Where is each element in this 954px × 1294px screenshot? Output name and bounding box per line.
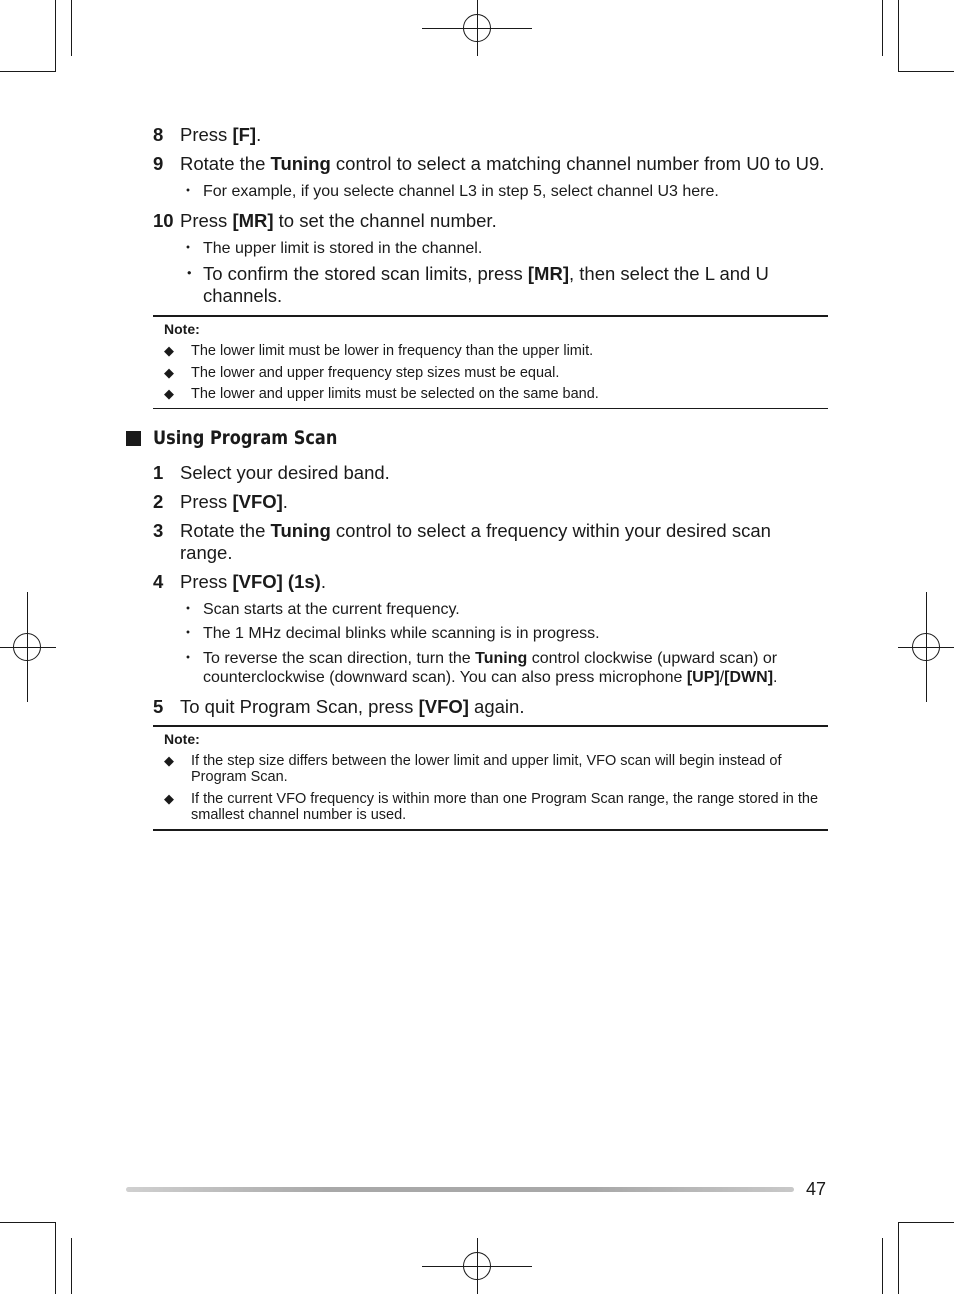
crop-mark-bottom-left-v2 bbox=[71, 1238, 72, 1294]
bullet-text: Scan starts at the current frequency. bbox=[203, 600, 460, 618]
key-label: [VFO] bbox=[232, 490, 283, 512]
key-label: [MR] bbox=[527, 263, 569, 284]
crop-mark-top-left-v2 bbox=[55, 0, 56, 72]
note-item bbox=[153, 386, 828, 403]
note-item bbox=[153, 365, 828, 382]
step-text-end: . bbox=[320, 570, 326, 592]
page-content bbox=[153, 124, 828, 831]
step-2 bbox=[153, 491, 828, 513]
note-text: The lower and upper limits must be selected on the same band. bbox=[191, 386, 599, 402]
bullet-dot-icon: ・ bbox=[180, 183, 197, 200]
bullet-text: To reverse the scan direction, turn the bbox=[203, 649, 476, 667]
step-text-end: to set the channel number. bbox=[273, 209, 497, 231]
crop-mark-bottom-right-v2 bbox=[882, 1238, 883, 1294]
step-number: 8 bbox=[153, 124, 164, 145]
bullet-text-end: , then select the L and U channels. bbox=[203, 263, 769, 306]
key-label-up: [UP] bbox=[686, 669, 720, 686]
bullet-text-mid: control clockwise (upward scan) or counterclockwise (downward scan). You can also press microphone bbox=[203, 649, 778, 686]
section-title: Using Program Scan bbox=[153, 426, 338, 449]
step-text-end: . bbox=[282, 490, 288, 512]
bullet-item bbox=[153, 263, 828, 307]
step-text: Select your desired band. bbox=[180, 461, 390, 483]
bullet-item bbox=[153, 649, 828, 688]
step-text: Press bbox=[180, 490, 233, 512]
reg-mark-top-circle bbox=[463, 14, 491, 42]
crop-mark-top-right-h bbox=[898, 71, 954, 72]
diamond-bullet-icon: ◆ bbox=[164, 790, 174, 806]
slash: / bbox=[719, 669, 725, 686]
bullet-dot-icon: ・ bbox=[180, 239, 197, 257]
square-bullet-icon bbox=[126, 431, 141, 446]
page-number: 47 bbox=[806, 1179, 827, 1199]
step-10-bullets bbox=[153, 239, 828, 308]
step-number: 5 bbox=[153, 695, 164, 717]
reg-mark-bottom-circle bbox=[463, 1252, 491, 1280]
bullet-text: To confirm the stored scan limits, press bbox=[203, 263, 528, 284]
step-text: Rotate the bbox=[180, 153, 271, 174]
note-box-1 bbox=[153, 315, 828, 409]
note-title: Note: bbox=[164, 321, 200, 337]
note-item bbox=[153, 791, 828, 824]
crop-mark-top-right-v bbox=[882, 0, 883, 56]
crop-mark-bottom-right-v bbox=[898, 1222, 899, 1294]
crop-mark-bottom-left-h bbox=[0, 1222, 56, 1223]
bullet-item bbox=[153, 600, 828, 620]
step-number: 4 bbox=[153, 570, 164, 592]
bullet-text: For example, if you selecte channel L3 in step 5, select channel U3 here. bbox=[203, 183, 719, 200]
step-text: Press bbox=[180, 124, 233, 145]
diamond-bullet-icon: ◆ bbox=[164, 752, 174, 768]
crop-mark-top-right-v2 bbox=[898, 0, 899, 72]
note-text: If the step size differs between the lower limit and upper limit, VFO scan will begin instead of Program Scan. bbox=[191, 752, 782, 785]
crop-mark-top-left-v bbox=[71, 0, 72, 56]
bullet-item bbox=[153, 624, 828, 644]
footer-bar bbox=[126, 1187, 794, 1192]
control-label: Tuning bbox=[475, 649, 528, 667]
control-label: Tuning bbox=[270, 519, 331, 541]
note-list bbox=[153, 753, 828, 824]
bullet-item bbox=[153, 182, 828, 202]
step-number: 1 bbox=[153, 461, 164, 483]
step-text-end: control to select a frequency within your desired scan range. bbox=[180, 519, 771, 563]
crop-mark-bottom-right-h bbox=[898, 1222, 954, 1223]
step-text-end: again. bbox=[468, 695, 525, 717]
diamond-bullet-icon: ◆ bbox=[164, 364, 174, 380]
key-label: [VFO] bbox=[418, 695, 469, 717]
step-number: 2 bbox=[153, 490, 164, 512]
step-text: To quit Program Scan, press bbox=[180, 695, 419, 717]
bullet-dot-icon: ・ bbox=[180, 263, 199, 284]
crop-mark-bottom-left-v bbox=[55, 1222, 56, 1294]
step-10 bbox=[153, 210, 828, 232]
step-4-bullets bbox=[153, 600, 828, 688]
diamond-bullet-icon: ◆ bbox=[164, 343, 174, 358]
diamond-bullet-icon: ◆ bbox=[164, 386, 174, 401]
bullet-item bbox=[153, 239, 828, 259]
note-item bbox=[153, 343, 828, 360]
step-3 bbox=[153, 520, 828, 564]
step-5 bbox=[153, 696, 828, 718]
bullet-text-end: . bbox=[773, 669, 778, 686]
step-text: Rotate the bbox=[180, 519, 271, 541]
reg-mark-right-circle bbox=[912, 633, 940, 661]
control-label: Tuning bbox=[270, 153, 331, 174]
note-item bbox=[153, 753, 828, 786]
key-label: [VFO] (1s) bbox=[232, 570, 321, 592]
note-text: If the current VFO frequency is within more than one Program Scan range, the range stored in the smallest channel number is used. bbox=[191, 790, 819, 823]
note-text: The lower limit must be lower in frequency than the upper limit. bbox=[191, 343, 594, 359]
note-box-2 bbox=[153, 725, 828, 831]
bullet-dot-icon: ・ bbox=[180, 649, 197, 667]
bullet-text: The 1 MHz decimal blinks while scanning is in progress. bbox=[203, 625, 600, 642]
step-1 bbox=[153, 462, 828, 484]
bullet-dot-icon: ・ bbox=[180, 600, 197, 618]
step-4 bbox=[153, 571, 828, 593]
step-9 bbox=[153, 153, 828, 175]
step-8 bbox=[153, 124, 828, 146]
note-title: Note: bbox=[164, 730, 200, 747]
bullet-text: The upper limit is stored in the channel. bbox=[203, 239, 483, 257]
key-label: [F] bbox=[232, 124, 257, 145]
step-text: Press bbox=[180, 209, 233, 231]
crop-mark-top-left-h bbox=[0, 71, 56, 72]
note-text: The lower and upper frequency step sizes must be equal. bbox=[191, 364, 560, 381]
step-number: 9 bbox=[153, 153, 164, 174]
step-number: 3 bbox=[153, 519, 164, 541]
key-label: [MR] bbox=[232, 209, 274, 231]
step-text-end: control to select a matching channel number from U0 to U9. bbox=[330, 153, 825, 174]
key-label-dwn: [DWN] bbox=[724, 669, 774, 686]
step-9-bullets bbox=[153, 182, 828, 202]
note-list bbox=[153, 343, 828, 403]
step-number: 10 bbox=[153, 209, 174, 231]
reg-mark-left-circle bbox=[13, 633, 41, 661]
step-text: Press bbox=[180, 570, 233, 592]
section-heading bbox=[153, 426, 828, 450]
bullet-dot-icon: ・ bbox=[180, 625, 197, 642]
step-text-end: . bbox=[256, 124, 262, 145]
